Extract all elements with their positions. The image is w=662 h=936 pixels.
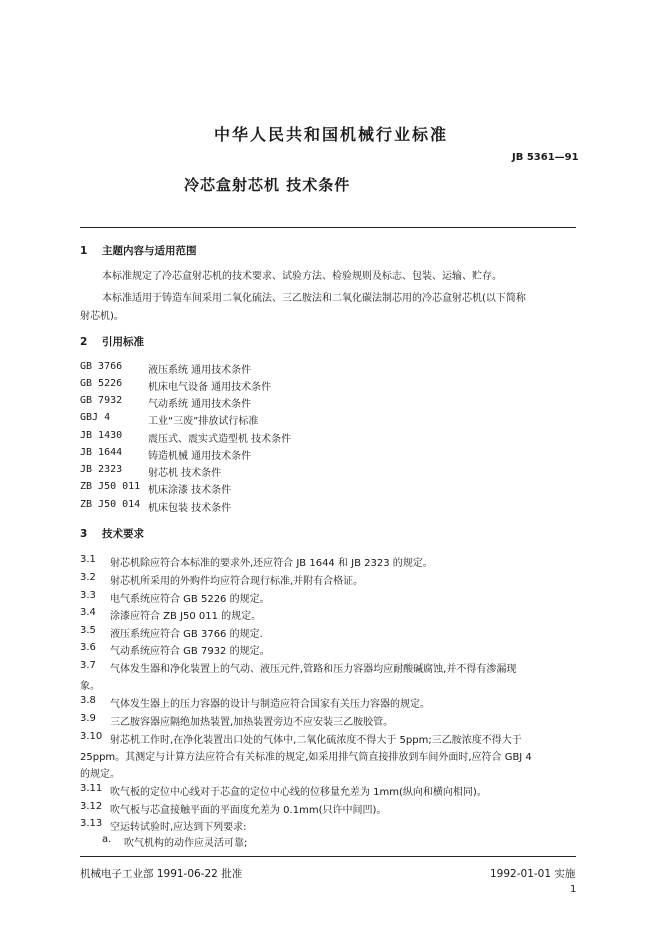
clause-text: 吹气板与芯盒接触平面的平面度允差为 0.1mm(只许中间凹)。 [110, 805, 387, 816]
reference-code: JB 2323 [80, 464, 123, 475]
sub-clause-label: a. [102, 834, 112, 845]
paragraph: 本标准规定了冷芯盒射芯机的技术要求、试验方法、检验规则及标志、包装、运输、贮存。 [102, 271, 502, 282]
reference-title: 震压式、震实式造型机 技术条件 [148, 434, 292, 445]
reference-code: JB 1644 [80, 447, 123, 458]
reference-code: ZB J50 014 [80, 499, 141, 510]
clause-number: 3.6 [80, 642, 96, 653]
clause-number: 3.9 [80, 713, 96, 724]
reference-code: GB 7932 [80, 395, 123, 406]
section-title: 引用标准 [102, 336, 144, 348]
clause-text: 气动系统应符合 GB 7932 的规定。 [110, 646, 270, 657]
clause-number: 3.11 [80, 783, 103, 794]
clause-text: 射芯机工作时,在净化装置出口处的气体中,二氧化硫浓度不得大于 5ppm;三乙胺浓度不得大于 [110, 735, 522, 746]
clause-number: 3.5 [80, 625, 96, 636]
effective-date: 1992-01-01 实施 [490, 868, 576, 880]
clause-number: 3.7 [80, 660, 96, 671]
reference-title: 射芯机 技术条件 [148, 468, 222, 479]
clause-text: 空运转试验时,应达到下列要求: [110, 822, 247, 833]
clause-text: 液压系统应符合 GB 3766 的规定. [110, 629, 263, 640]
section-number: 2 [80, 336, 88, 348]
section-title: 技术要求 [102, 528, 144, 540]
reference-title: 工业“三废”排放试行标准 [148, 416, 259, 427]
section-number: 3 [80, 528, 88, 540]
section-3-heading [80, 526, 144, 541]
clause-text: 吹气板的定位中心线对于芯盒的定位中心线的位移量允差为 1mm(纵向和横向相同)。 [110, 787, 487, 798]
reference-title: 铸造机械 通用技术条件 [148, 451, 252, 462]
clause-text: 射芯机除应符合本标准的要求外,还应符合 JB 1644 和 JB 2323 的规定。 [110, 558, 433, 569]
reference-code: GBJ 4 [80, 412, 111, 423]
clause-text: 射芯机所采用的外购件均应符合现行标准,并附有合格证。 [110, 576, 364, 587]
clause-number: 3.8 [80, 695, 96, 706]
document-subtitle: 冷芯盒射芯机 技术条件 [184, 176, 351, 194]
reference-title: 液压系统 通用技术条件 [148, 365, 252, 376]
clause-number: 3.12 [80, 801, 103, 812]
reference-title: 机床电气设备 通用技术条件 [148, 382, 272, 393]
paragraph: 本标准适用于铸造车间采用二氧化硫法、三乙胺法和二氧化碳法制芯用的冷芯盒射芯机(以下简称 [102, 293, 526, 304]
clause-text: 气体发生器和净化装置上的气动、液压元件,管路和压力容器均应耐酸碱腐蚀,并不得有渗漏现 [110, 664, 517, 675]
reference-code: GB 3766 [80, 361, 123, 372]
header-divider [80, 227, 576, 228]
approval-date: 机械电子工业部 1991-06-22 批准 [80, 868, 243, 880]
clause-number: 3.4 [80, 607, 96, 618]
clause-text: 电气系统应符合 GB 5226 的规定。 [110, 594, 270, 605]
clause-continuation: 25ppm。其测定与计算方法应符合有关标准的规定,如采用排气筒直接排放到车间外面时,应符合 GBJ 4 [80, 752, 532, 763]
reference-title: 机床涂漆 技术条件 [148, 485, 232, 496]
paragraph-continuation: 射芯机)。 [80, 311, 124, 322]
clause-number: 3.13 [80, 818, 103, 829]
clause-number: 3.1 [80, 554, 96, 565]
standard-number: JB 5361—91 [512, 152, 579, 163]
reference-title: 机床包装 技术条件 [148, 503, 232, 514]
document-title: 中华人民共和国机械行业标准 [213, 125, 448, 144]
reference-title: 气动系统 通用技术条件 [148, 399, 252, 410]
section-title: 主题内容与适用范围 [102, 245, 197, 257]
footer-divider [80, 856, 576, 857]
sub-clause-text: 吹气机构的动作应灵活可靠; [124, 838, 248, 849]
clause-number: 3.2 [80, 572, 96, 583]
clause-number: 3.3 [80, 590, 96, 601]
clause-text: 涂漆应符合 ZB J50 011 的规定。 [110, 611, 262, 622]
reference-code: GB 5226 [80, 378, 123, 389]
reference-code: ZB J50 011 [80, 481, 141, 492]
section-1-heading [80, 243, 197, 258]
clause-continuation: 象。 [80, 681, 100, 692]
page-number: 1 [570, 884, 577, 895]
section-2-heading [80, 334, 144, 349]
clause-text: 三乙胺容器应隔绝加热装置,加热装置旁边不应安装三乙胺胶管。 [110, 717, 394, 728]
reference-code: JB 1430 [80, 430, 123, 441]
clause-text: 气体发生器上的压力容器的设计与制造应符合国家有关压力容器的规定。 [110, 699, 430, 710]
section-number: 1 [80, 245, 88, 257]
clause-continuation: 的规定。 [80, 769, 120, 780]
clause-number: 3.10 [80, 731, 103, 742]
